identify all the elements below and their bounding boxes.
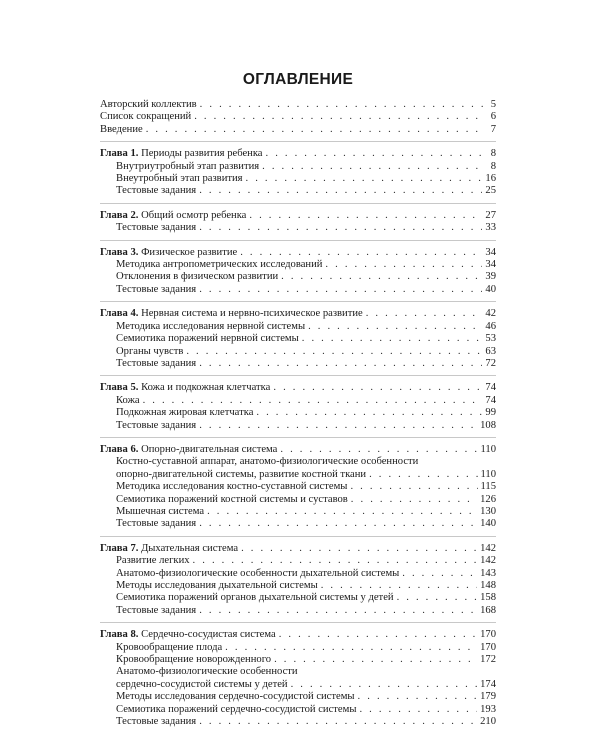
entry-title: Методика антропометрических исследований xyxy=(116,259,323,271)
chapter-label: Глава 3. xyxy=(100,246,139,258)
dot-leader xyxy=(246,173,483,185)
page-number: 72 xyxy=(485,357,496,369)
entry-title: Тестовые задания xyxy=(116,419,197,431)
entry-title: Тестовые задания xyxy=(116,716,197,728)
page-number: 110 xyxy=(480,468,496,480)
entry-title: Тестовые задания xyxy=(116,283,197,295)
dot-leader xyxy=(193,555,478,567)
page-number: 53 xyxy=(485,333,496,345)
chapter-row xyxy=(100,308,496,320)
entry-title: Тестовые задания xyxy=(116,604,197,616)
front-matter-list xyxy=(100,99,496,136)
dot-leader xyxy=(366,308,483,320)
chapter-heading xyxy=(100,629,276,641)
dot-leader xyxy=(273,382,482,394)
entry-title: Методы исследования дыхательной системы xyxy=(116,580,318,591)
chapter-title: Опорно-двигательная система xyxy=(141,443,278,455)
page-number: 7 xyxy=(490,123,496,135)
entry-title: Семиотика поражений костной системы и суставов xyxy=(116,493,348,505)
dot-leader xyxy=(200,99,483,111)
chapter-row xyxy=(100,543,496,555)
entry-title: Методика исследования костно-суставной системы xyxy=(116,481,348,493)
dot-leader xyxy=(199,518,477,530)
section-row xyxy=(100,321,496,333)
entry-title: Развитие легких xyxy=(116,555,190,567)
chapter-heading xyxy=(100,247,237,259)
chapter-heading xyxy=(100,148,263,160)
entry-title: Методы исследования сердечно-сосудистой системы xyxy=(116,691,355,703)
chapter-block xyxy=(100,622,496,728)
page-number: 148 xyxy=(480,580,496,591)
dot-leader xyxy=(199,185,482,197)
page-number: 126 xyxy=(480,493,496,505)
chapter-label: Глава 1. xyxy=(100,148,139,160)
page-number: 25 xyxy=(485,185,496,197)
section-row xyxy=(100,173,496,185)
chapter-block xyxy=(100,375,496,432)
front-matter-row xyxy=(100,99,496,111)
front-matter-row xyxy=(100,124,496,136)
page-number: 170 xyxy=(480,629,496,641)
page-number: 27 xyxy=(485,209,496,221)
page-number: 140 xyxy=(480,518,496,530)
page-number: 42 xyxy=(485,308,496,320)
section-row xyxy=(100,716,496,728)
chapter-heading xyxy=(100,382,270,394)
chapter-title: Общий осмотр ребенка xyxy=(141,209,247,221)
entry-title: Тестовые задания xyxy=(116,222,197,234)
chapter-row xyxy=(100,210,496,222)
section-row xyxy=(100,420,496,432)
dot-leader xyxy=(274,654,477,666)
dot-leader xyxy=(262,161,483,173)
page-number: 142 xyxy=(480,555,496,567)
dot-leader xyxy=(256,407,482,419)
entry-title: Авторский коллектив xyxy=(100,99,197,110)
dot-leader xyxy=(279,629,477,641)
page-number: 115 xyxy=(480,481,496,493)
section-row xyxy=(100,456,496,468)
entry-title: Семиотика поражений органов дыхательной системы у детей xyxy=(116,592,394,604)
dot-leader xyxy=(397,592,478,604)
entry-title: Кровообращение плода xyxy=(116,641,223,653)
chapter-list xyxy=(100,141,496,728)
entry-title: Тестовые задания xyxy=(116,357,197,369)
section-row xyxy=(100,346,496,358)
page-number: 39 xyxy=(485,271,496,283)
chapter-row xyxy=(100,629,496,641)
section-row xyxy=(100,185,496,197)
dot-leader xyxy=(207,506,477,518)
page-number: 158 xyxy=(480,592,496,604)
chapter-label: Глава 4. xyxy=(100,308,139,320)
section-row xyxy=(100,691,496,703)
section-row xyxy=(100,222,496,234)
page-number: 16 xyxy=(485,173,496,185)
chapter-label: Глава 7. xyxy=(100,542,139,554)
chapter-heading xyxy=(100,444,277,456)
chapter-title: Дыхательная система xyxy=(141,542,239,554)
chapter-block xyxy=(100,203,496,235)
page-number: 110 xyxy=(480,443,496,455)
page-number: 170 xyxy=(480,641,496,653)
entry-title: Подкожная жировая клетчатка xyxy=(116,407,254,419)
dot-leader xyxy=(325,259,482,271)
chapter-row xyxy=(100,247,496,259)
chapter-title: Кожа и подкожная клетчатка xyxy=(141,382,271,394)
chapter-label: Глава 2. xyxy=(100,209,139,221)
chapter-title: Физическое развитие xyxy=(141,246,238,258)
section-row xyxy=(100,555,496,567)
chapter-row xyxy=(100,148,496,160)
section-row xyxy=(100,259,496,271)
chapter-title: Нервная система и нервно-психическое развитие xyxy=(141,308,363,320)
page-number: 174 xyxy=(480,678,496,690)
section-row xyxy=(100,506,496,518)
dot-leader xyxy=(241,543,477,555)
dot-leader xyxy=(146,124,483,136)
entry-title: Список сокращений xyxy=(100,111,192,123)
page-number: 130 xyxy=(480,505,496,517)
section-row xyxy=(100,161,496,173)
dot-leader xyxy=(199,716,477,728)
entry-title: Введение xyxy=(100,123,143,135)
dot-leader xyxy=(369,469,477,481)
section-row xyxy=(100,333,496,345)
chapter-title: Периоды развития ребенка xyxy=(141,148,263,160)
chapter-row xyxy=(100,382,496,394)
dot-leader xyxy=(199,284,482,296)
section-row xyxy=(100,679,496,691)
section-row xyxy=(100,580,496,592)
page-number: 193 xyxy=(480,703,496,715)
dot-leader xyxy=(186,346,482,358)
section-row xyxy=(100,704,496,716)
page-number: 34 xyxy=(485,259,496,271)
entry-title: опорно-двигательной системы, развитие костной ткани xyxy=(116,468,367,480)
section-row xyxy=(100,494,496,506)
page-number: 8 xyxy=(490,148,496,160)
dot-leader xyxy=(280,444,477,456)
entry-title: Методика исследования нервной системы xyxy=(116,320,306,332)
section-row xyxy=(100,358,496,370)
dot-leader xyxy=(308,321,482,333)
section-row xyxy=(100,654,496,666)
section-row xyxy=(100,642,496,654)
page-number: 46 xyxy=(485,320,496,332)
dot-leader xyxy=(321,580,477,592)
section-row xyxy=(100,605,496,617)
chapter-label: Глава 8. xyxy=(100,629,139,641)
page-number: 6 xyxy=(490,111,496,123)
dot-leader xyxy=(225,642,477,654)
dot-leader xyxy=(143,395,483,407)
section-row xyxy=(100,284,496,296)
entry-title: Семиотика поражений нервной системы xyxy=(116,333,299,345)
chapter-heading xyxy=(100,308,363,320)
toc-title: ОГЛАВЛЕНИЕ xyxy=(242,71,354,88)
section-row xyxy=(100,395,496,407)
page-number: 168 xyxy=(480,604,496,616)
chapter-block xyxy=(100,240,496,297)
dot-leader xyxy=(240,247,482,259)
front-matter-row xyxy=(100,111,496,123)
page-number: 40 xyxy=(485,283,496,295)
entry-title: Внутриутробный этап развития xyxy=(116,160,260,172)
section-row xyxy=(100,568,496,580)
entry-title: Анатомо-физиологические особенности xyxy=(116,666,298,678)
section-row xyxy=(100,518,496,530)
dot-leader xyxy=(358,691,478,703)
dot-leader xyxy=(402,568,477,580)
entry-title: Кровообращение новорожденного xyxy=(116,654,272,666)
page-number: 74 xyxy=(485,394,496,406)
chapter-block xyxy=(100,437,496,531)
dot-leader xyxy=(351,494,477,506)
entry-title: Анатомо-физиологические особенности дыхательной системы xyxy=(116,567,400,579)
dot-leader xyxy=(359,704,477,716)
page-number: 99 xyxy=(485,407,496,419)
entry-title: Семиотика поражений сердечно-сосудистой системы xyxy=(116,703,357,715)
toc-page xyxy=(100,70,496,732)
page-number: 8 xyxy=(490,160,496,172)
page-number: 108 xyxy=(480,419,496,431)
dot-leader xyxy=(199,358,482,370)
page-number: 34 xyxy=(485,246,496,258)
entry-title: Внеутробный этап развития xyxy=(116,173,243,185)
dot-leader xyxy=(281,271,482,283)
chapter-block xyxy=(100,536,496,617)
dot-leader xyxy=(199,222,482,234)
chapter-heading xyxy=(100,210,246,222)
chapter-label: Глава 6. xyxy=(100,443,139,455)
entry-title: Органы чувств xyxy=(116,345,184,357)
page-number: 179 xyxy=(480,691,496,703)
entry-title: сердечно-сосудистой системы у детей xyxy=(116,678,288,690)
dot-leader xyxy=(302,333,483,345)
page-number: 210 xyxy=(480,716,496,728)
chapter-row xyxy=(100,444,496,456)
page-number: 172 xyxy=(480,654,496,666)
chapter-block xyxy=(100,141,496,198)
entry-title: Костно-суставной аппарат, анатомо-физиологические особенности xyxy=(116,456,419,468)
section-row xyxy=(100,481,496,493)
page-number: 74 xyxy=(485,382,496,394)
dot-leader xyxy=(266,148,483,160)
entry-title: Кожа xyxy=(116,394,140,406)
entry-title: Отклонения в физическом развитии xyxy=(116,271,279,283)
section-row xyxy=(100,592,496,604)
chapter-heading xyxy=(100,543,238,555)
dot-leader xyxy=(199,420,477,432)
dot-leader xyxy=(291,679,478,691)
dot-leader xyxy=(350,481,477,493)
page-number: 63 xyxy=(485,345,496,357)
section-row xyxy=(100,666,496,678)
dot-leader xyxy=(199,605,477,617)
chapter-title: Сердечно-сосудистая система xyxy=(141,629,276,641)
dot-leader xyxy=(194,111,483,123)
section-row xyxy=(100,407,496,419)
entry-title: Тестовые задания xyxy=(116,185,197,197)
chapter-label: Глава 5. xyxy=(100,382,139,394)
entry-title: Тестовые задания xyxy=(116,518,197,530)
section-row xyxy=(100,469,496,481)
page-number: 143 xyxy=(480,567,496,579)
entry-title: Мышечная система xyxy=(116,505,205,517)
page-number: 142 xyxy=(480,542,496,554)
section-row xyxy=(100,271,496,283)
dot-leader xyxy=(249,210,482,222)
chapter-block xyxy=(100,301,496,370)
page-number: 33 xyxy=(485,222,496,234)
page-number: 5 xyxy=(490,99,496,110)
